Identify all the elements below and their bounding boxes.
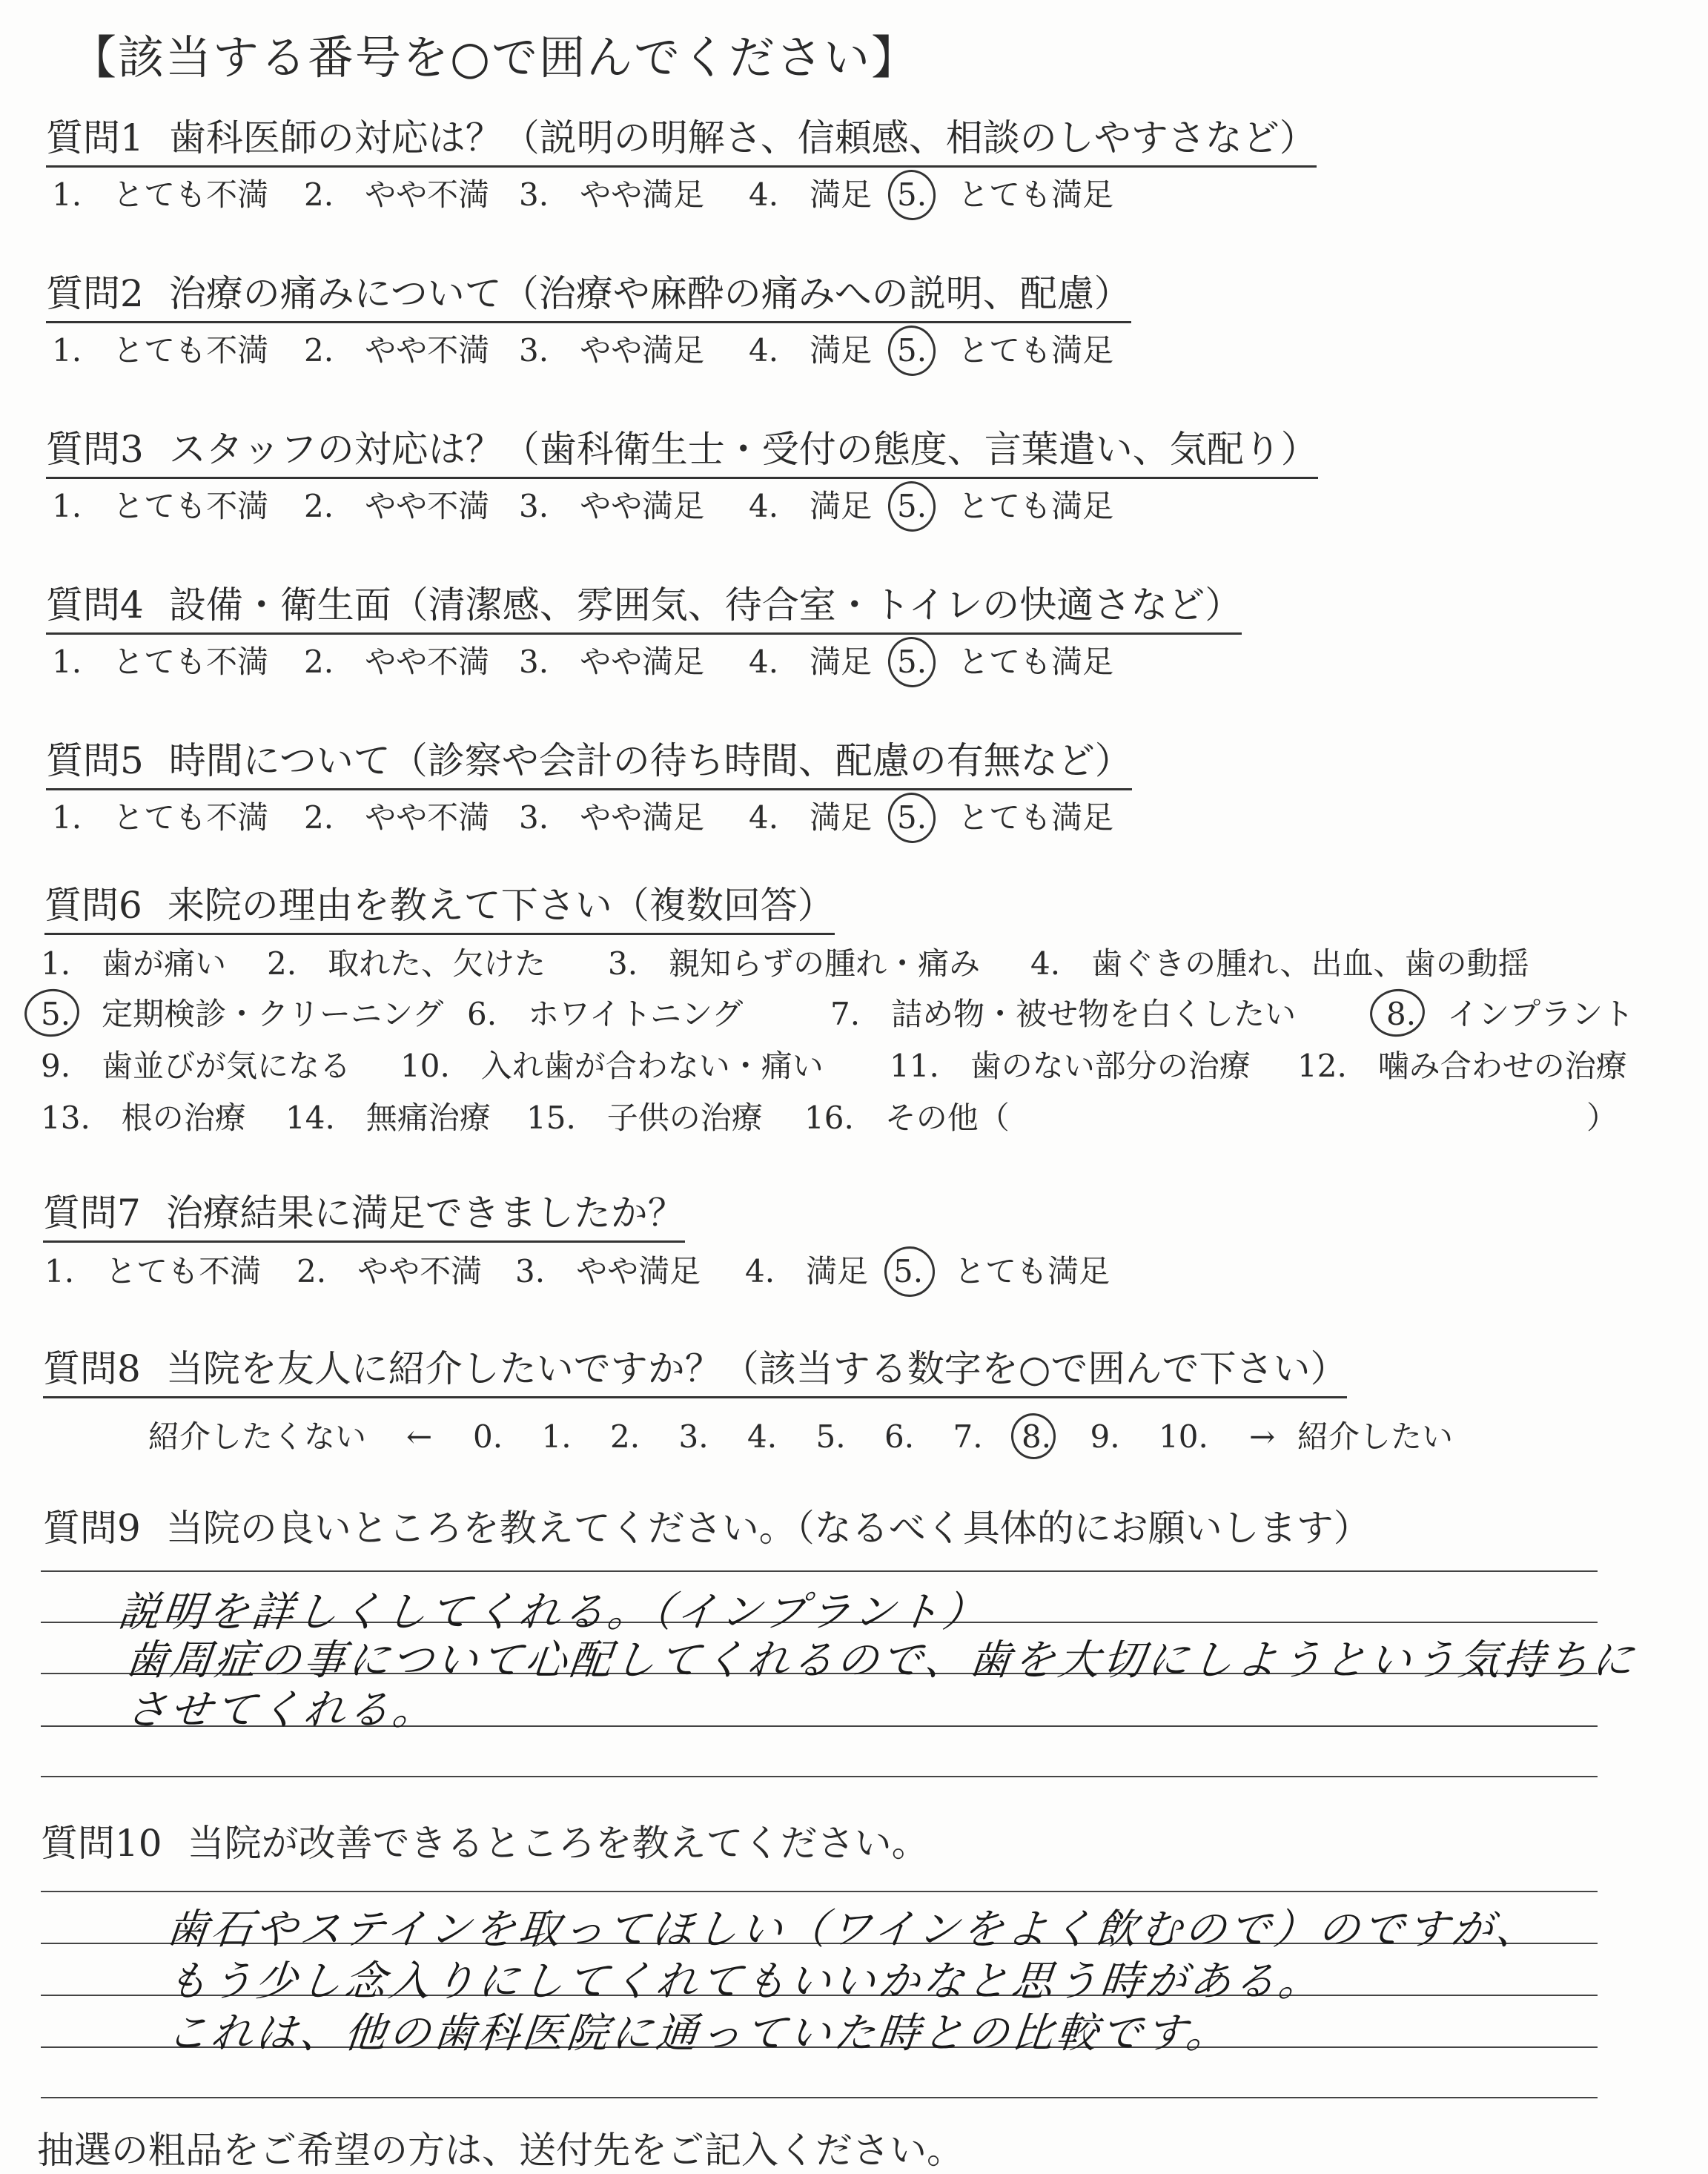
question-3-option-2[interactable]: 2. やや不満: [304, 488, 490, 524]
question-1-option-3[interactable]: 3. やや満足: [519, 176, 705, 213]
recommend-scale-option[interactable]: 8.: [1022, 1418, 1052, 1455]
recommend-scale-option[interactable]: 5.: [815, 1418, 846, 1455]
handwritten-answer-line: これは、他の歯科医院に通っていた時との比較です。: [164, 2009, 1234, 2058]
question-4-title: [46, 582, 1242, 635]
question-5-option-5[interactable]: 5. とても満足: [897, 799, 1114, 836]
recommend-scale-option[interactable]: 9.: [1090, 1418, 1120, 1455]
reason-option[interactable]: 10. 入れ歯が合わない・痛い: [400, 1048, 824, 1084]
answer-line: [41, 2097, 1598, 2098]
question-2-option-1[interactable]: 1. とても不満: [52, 332, 269, 369]
question-2-option-4[interactable]: 4. 満足: [749, 332, 873, 369]
recommend-scale-option[interactable]: 4.: [747, 1418, 778, 1455]
question-7-number: 質問7: [43, 1192, 141, 1235]
handwritten-answer-line: させてくれる。: [123, 1686, 440, 1734]
question-7-option-5[interactable]: 5. とても満足: [893, 1253, 1110, 1289]
question-3-text: スタッフの対応は？（歯科衛生士・受付の態度、言葉遣い、気配り）: [168, 428, 1318, 471]
reason-option[interactable]: 1. 歯が痛い: [41, 945, 227, 982]
handwritten-answer-line: 歯石やステインを取ってほしい（ワインをよく飲むので）のですが、: [164, 1906, 1543, 1954]
question-2-number: 質問2: [46, 272, 144, 315]
question-5-option-1[interactable]: 1. とても不満: [52, 799, 269, 836]
question-1-option-5[interactable]: 5. とても満足: [897, 176, 1114, 213]
question-4-number: 質問4: [46, 584, 144, 627]
question-9-title: [43, 1505, 1371, 1556]
reason-option[interactable]: ）: [1586, 1100, 1618, 1136]
question-1-text: 歯科医師の対応は？（説明の明解さ、信頼感、相談のしやすさなど）: [168, 116, 1317, 159]
question-4-option-3[interactable]: 3. やや満足: [519, 644, 705, 680]
reason-option[interactable]: 13. 根の治療: [41, 1100, 246, 1136]
question-10-text: 当院が改善できるところを教えてください。: [187, 1822, 929, 1865]
question-9-number: 質問9: [43, 1507, 141, 1550]
question-6-text: 来院の理由を教えて下さい（複数回答）: [167, 884, 835, 927]
question-1-title: [46, 115, 1317, 168]
question-8-title: [43, 1346, 1347, 1398]
question-7-text: 治療結果に満足できましたか？: [165, 1192, 685, 1235]
reason-option[interactable]: 14. 無痛治療: [285, 1100, 491, 1136]
question-2-option-3[interactable]: 3. やや満足: [519, 332, 705, 369]
handwritten-answer-line: 歯周症の事について心配してくれるので、歯を大切にしようという気持ちに: [123, 1636, 1639, 1685]
question-2-option-5[interactable]: 5. とても満足: [897, 332, 1114, 369]
question-7-option-1[interactable]: 1. とても不満: [44, 1253, 262, 1289]
recommend-scale-option[interactable]: 7.: [953, 1418, 983, 1455]
question-4-text: 設備・衛生面（清潔感、雰囲気、待合室・トイレの快適さなど）: [168, 584, 1242, 627]
question-4-option-4[interactable]: 4. 満足: [749, 644, 873, 680]
question-3-option-3[interactable]: 3. やや満足: [519, 488, 705, 524]
question-6-number: 質問6: [44, 884, 142, 927]
question-2-option-2[interactable]: 2. やや不満: [304, 332, 490, 369]
reason-option[interactable]: 4. 歯ぐきの腫れ、出血、歯の動揺: [1030, 945, 1529, 982]
recommend-scale-option[interactable]: 0.: [473, 1418, 503, 1455]
question-4-option-5[interactable]: 5. とても満足: [897, 644, 1114, 680]
question-3-option-1[interactable]: 1. とても不満: [52, 488, 269, 524]
reason-option[interactable]: 2. 取れた、欠けた: [267, 945, 546, 982]
question-1-option-1[interactable]: 1. とても不満: [52, 176, 269, 213]
reason-option[interactable]: 8. インプラント: [1386, 996, 1635, 1032]
question-10-title: [41, 1820, 929, 1871]
question-2-text: 治療の痛みについて（治療や麻酔の痛みへの説明、配慮）: [168, 272, 1131, 315]
recommend-scale-option[interactable]: 6.: [884, 1418, 915, 1455]
scale-left-arrow: ←: [406, 1418, 433, 1455]
reason-option[interactable]: 12. 噛み合わせの治療: [1297, 1048, 1627, 1084]
reason-option[interactable]: 3. 親知らずの腫れ・痛み: [608, 945, 981, 982]
question-5-option-2[interactable]: 2. やや不満: [304, 799, 490, 836]
reason-option[interactable]: 9. 歯並びが気になる: [41, 1048, 351, 1084]
question-10-number: 質問10: [41, 1822, 162, 1865]
reason-option[interactable]: 16. その他（: [804, 1100, 1010, 1136]
question-9-text: 当院の良いところを教えてください。（なるべく具体的にお願いします）: [165, 1507, 1371, 1550]
reason-option[interactable]: 15. 子供の治療: [526, 1100, 763, 1136]
question-1-option-4[interactable]: 4. 満足: [749, 176, 873, 213]
reason-option[interactable]: 11. 歯のない部分の治療: [890, 1048, 1251, 1084]
question-8-number: 質問8: [43, 1347, 141, 1390]
question-7-option-3[interactable]: 3. やや満足: [515, 1253, 701, 1289]
handwritten-answer-line: 説明を詳しくしてくれる。（インプラント）: [116, 1588, 990, 1636]
question-6-title: [44, 882, 835, 935]
question-7-title: [43, 1190, 685, 1243]
question-5-text: 時間について（診察や会計の待ち時間、配慮の有無など）: [168, 739, 1132, 782]
question-1-option-2[interactable]: 2. やや不満: [304, 176, 490, 213]
question-3-number: 質問3: [46, 428, 144, 471]
answer-line: [41, 1891, 1598, 1892]
question-7-option-2[interactable]: 2. やや不満: [297, 1253, 483, 1289]
question-5-option-3[interactable]: 3. やや満足: [519, 799, 705, 836]
instruction-heading: 【該当する番号を○で囲んでください】: [70, 30, 919, 85]
question-8-scale-row: [0, 1416, 1708, 1461]
question-3-title: [46, 426, 1318, 479]
answer-line: [41, 1776, 1598, 1777]
scale-left-label: 紹介したくない: [148, 1418, 367, 1455]
question-7-option-4[interactable]: 4. 満足: [745, 1253, 869, 1289]
question-3-option-4[interactable]: 4. 満足: [749, 488, 873, 524]
reason-option[interactable]: 5. 定期検診・クリーニング: [41, 996, 444, 1032]
question-8-text: 当院を友人に紹介したいですか？（該当する数字を○で囲んで下さい）: [165, 1347, 1348, 1390]
scale-right-arrow: →: [1249, 1418, 1276, 1455]
handwritten-answer-line: もう少し念入りにしてくれてもいいかなと思う時がある。: [164, 1957, 1325, 2006]
question-5-option-4[interactable]: 4. 満足: [749, 799, 873, 836]
recommend-scale-option[interactable]: 3.: [678, 1418, 709, 1455]
reason-option[interactable]: 6. ホワイトニング: [467, 996, 744, 1032]
recommend-scale-option[interactable]: 1.: [541, 1418, 572, 1455]
recommend-scale-option[interactable]: 2.: [610, 1418, 640, 1455]
recommend-scale-option[interactable]: 10.: [1159, 1418, 1208, 1455]
footer-note: 抽選の粗品をご希望の方は、送付先をご記入ください。: [37, 2129, 964, 2172]
question-5-title: [46, 738, 1132, 790]
question-3-option-5[interactable]: 5. とても満足: [897, 488, 1114, 524]
question-4-option-2[interactable]: 2. やや不満: [304, 644, 490, 680]
question-5-number: 質問5: [46, 739, 144, 782]
question-1-number: 質問1: [46, 116, 144, 159]
question-2-title: [46, 271, 1131, 323]
answer-line: [41, 1570, 1598, 1572]
reason-option[interactable]: 7. 詰め物・被せ物を白くしたい: [830, 996, 1297, 1032]
scale-right-label: 紹介したい: [1297, 1418, 1454, 1455]
question-4-option-1[interactable]: 1. とても不満: [52, 644, 269, 680]
